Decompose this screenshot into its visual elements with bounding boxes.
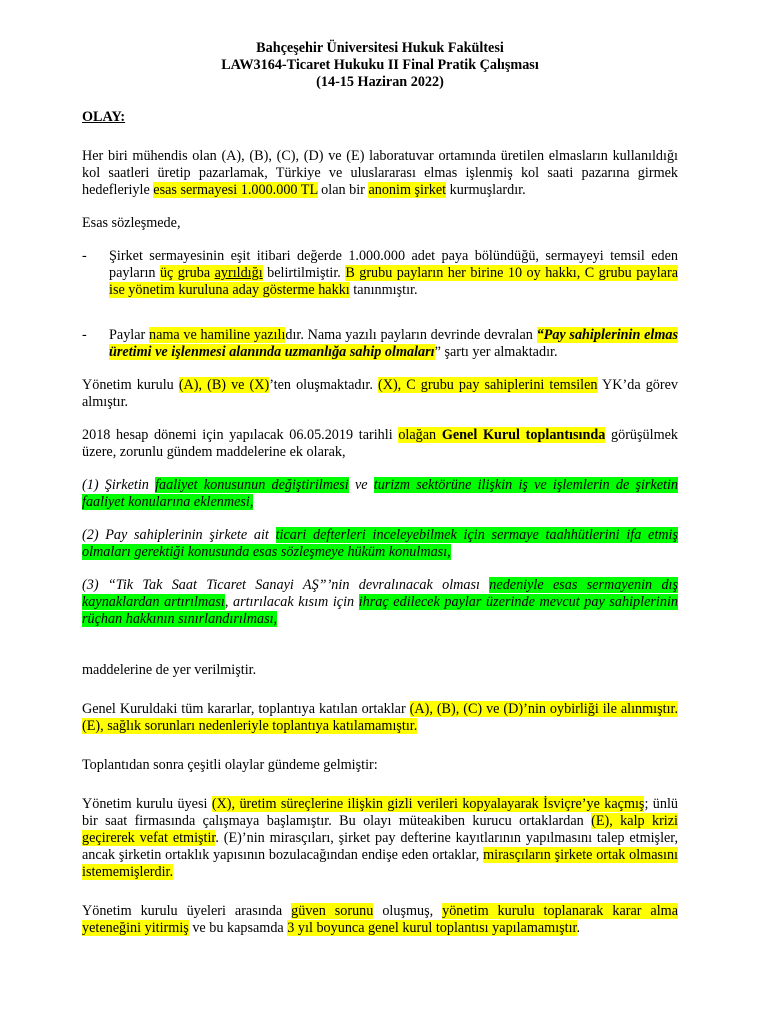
highlight-company-type: anonim şirket — [368, 182, 447, 198]
highlight-no-meeting: 3 yıl boyunca genel kurul toplantısı yapılamamıştır — [287, 920, 577, 936]
paragraph-board — [82, 377, 678, 411]
bullet-text — [109, 327, 678, 361]
paragraph-intro — [82, 148, 678, 199]
header-date: (14-15 Haziran 2022) — [316, 74, 444, 90]
highlight-capital: esas sermayesi 1.000.000 TL — [153, 182, 318, 198]
text-run: Her biri mühendis olan (A), (B), (C), (D) ve (E) laboratuvar ortamında üretilen elmasların kullanıldığı kol saatleri üretip pazarlamak, Türkiye ve uluslararası elmas işlenmiş kol saati pazarına girmek hedefleriyle — [82, 148, 678, 198]
text-run: Yönetim kurulu üyesi — [82, 796, 212, 812]
highlight-preemption: ihraç edilecek paylar üzerinde mevcut pay sahiplerinin rüçhan hakkının sınırlandırılması, — [82, 594, 678, 627]
highlight-separated: ayrıldığı — [214, 265, 263, 281]
paragraph-general-assembly — [82, 427, 678, 461]
paragraph-deadlock — [82, 903, 678, 937]
highlight-e-died: (E), kalp krizi geçirerek vefat etmiştir — [82, 813, 678, 846]
bullet-shares — [82, 248, 678, 299]
text-run: belirtilmiştir. — [262, 265, 346, 281]
highlight-privileges: B grubu payların her birine 10 oy hakkı, C grubu paylara ise yönetim kuruluna aday gösterme hakkı — [109, 265, 678, 298]
paragraph-agenda-close: maddelerine de yer verilmiştir. — [82, 662, 257, 678]
paragraph-articles-intro: Esas sözleşmede, — [82, 215, 181, 231]
highlight-activity-change: faaliyet konusunun değiştirilmesi — [155, 477, 349, 493]
highlight-ordinary: olağan — [398, 427, 442, 443]
text-run: . (E)’nin mirasçıları, şirket pay defterine kayıtlarının yapılmasını talep etmişler, ancak şirketin ortaklık yapısının bozulacağından endişe eden ortaklar, — [82, 830, 679, 863]
bullet-dash: - — [82, 248, 87, 264]
paragraph-events — [82, 796, 678, 881]
paragraph-resolutions — [82, 701, 678, 735]
highlight-ledger-inspection: ticari defterleri inceleyebilmek için sermaye taahhütlerini ifa etmiş olmaları gerektiği konusunda esas sözleşmeye hüküm konulması, — [82, 527, 678, 560]
text-run: 2018 hesap dönemi için yapılacak 06.05.2019 tarihli — [82, 427, 399, 443]
text-run: ; ünlü bir saat firmasında çalışmaya başlamıştır. Bu olayı müteakiben kurucu ortaklardan — [82, 796, 679, 829]
highlight-general-assembly: Genel Kurul toplantısında — [441, 427, 606, 443]
highlight-x-representation: (X), C grubu pay sahiplerini temsilen — [377, 377, 598, 393]
header-course: LAW3164-Ticaret Hukuku II Final Pratik Çalışması — [221, 57, 539, 73]
olay-heading: OLAY: — [82, 109, 126, 125]
text-run: Yönetim kurulu üyeleri arasında — [82, 903, 292, 919]
text-run: olan bir — [317, 182, 369, 198]
highlight-transfer-condition: “Pay sahiplerinin elmas üretimi ve işlenmesi alanında uzmanlığa sahip olmaları — [109, 327, 678, 360]
text-run: Yönetim kurulu — [82, 377, 179, 393]
text-run: Paylar — [109, 327, 149, 343]
text-run: kurmuşlardır. — [446, 182, 526, 198]
agenda-item-2 — [82, 527, 678, 561]
text-run: (3) “Tik Tak Saat Ticaret Sanayi AŞ”’nin devralınacak olması — [82, 577, 490, 593]
text-run: YK’da görev almıştır. — [82, 377, 678, 410]
agenda-item-1 — [82, 477, 678, 511]
text-run: (2) Pay sahiplerinin şirkete ait — [82, 527, 276, 543]
bullet-share-types — [82, 327, 678, 361]
highlight-board-members: (A), (B) ve (X) — [178, 377, 270, 393]
text-run: ’ten oluşmaktadır. — [269, 377, 378, 393]
bullet-dash: - — [82, 327, 87, 343]
highlight-capital-increase: nedeniyle esas sermayenin dış kaynaklardan artırılması — [82, 577, 678, 610]
highlight-trust-issue: güven sorunu — [291, 903, 374, 919]
text-run: dır. Nama yazılı payların devrinde devralan — [285, 327, 537, 343]
text-run: oluşmuş, — [373, 903, 443, 919]
text-run: Şirket sermayesinin eşit itibari değerde 1.000.000 adet paya bölündüğü, sermayeyi temsil eden payların — [109, 248, 678, 281]
highlight-groups: üç gruba — [159, 265, 211, 281]
text-run: tanınmıştır. — [349, 282, 418, 298]
text-run: Genel Kuruldaki tüm kararlar, toplantıya katılan ortaklar — [82, 701, 410, 717]
header-university: Bahçeşehir Üniversitesi Hukuk Fakültesi — [256, 40, 504, 56]
text-run: görüşülmek üzere, zorunlu gündem maddelerine ek olarak, — [82, 427, 678, 460]
highlight-board-deadlock: yönetim kurulu toplanarak karar alma yeteneğini yitirmiş — [82, 903, 678, 936]
highlight-space — [210, 265, 214, 281]
document-header — [82, 40, 678, 91]
text-run: (1) Şirketin — [82, 477, 156, 493]
highlight-tourism: turizm sektörüne ilişkin iş ve işlemlerin de şirketin faaliyet konularına eklenmesi, — [82, 477, 678, 510]
text-run: ve — [348, 477, 374, 493]
highlight-registered-bearer: nama ve hamiline yazılı — [148, 327, 286, 343]
highlight-unanimity: (A), (B), (C) ve (D)’nin oybirliği ile alınmıştır. (E), sağlık sorunları nedenleriyle toplantıya katılamamıştır. — [82, 701, 679, 734]
text-run: . — [576, 920, 581, 936]
highlight-heirs: mirasçıların şirkete ortak olmasını istememişlerdir. — [82, 847, 678, 880]
bullet-text — [109, 248, 678, 299]
agenda-item-3 — [82, 577, 678, 628]
text-run: ” şartı yer almaktadır. — [434, 344, 558, 360]
text-run: ve bu kapsamda — [188, 920, 288, 936]
highlight-x-fled: (X), üretim süreçlerine ilişkin gizli verileri kopyalayarak İsviçre’ye kaçmış — [211, 796, 645, 812]
document-page — [82, 40, 678, 937]
paragraph-events-intro: Toplantıdan sonra çeşitli olaylar gündeme gelmiştir: — [82, 757, 378, 773]
text-run: , artırılacak kısım için — [224, 594, 359, 610]
